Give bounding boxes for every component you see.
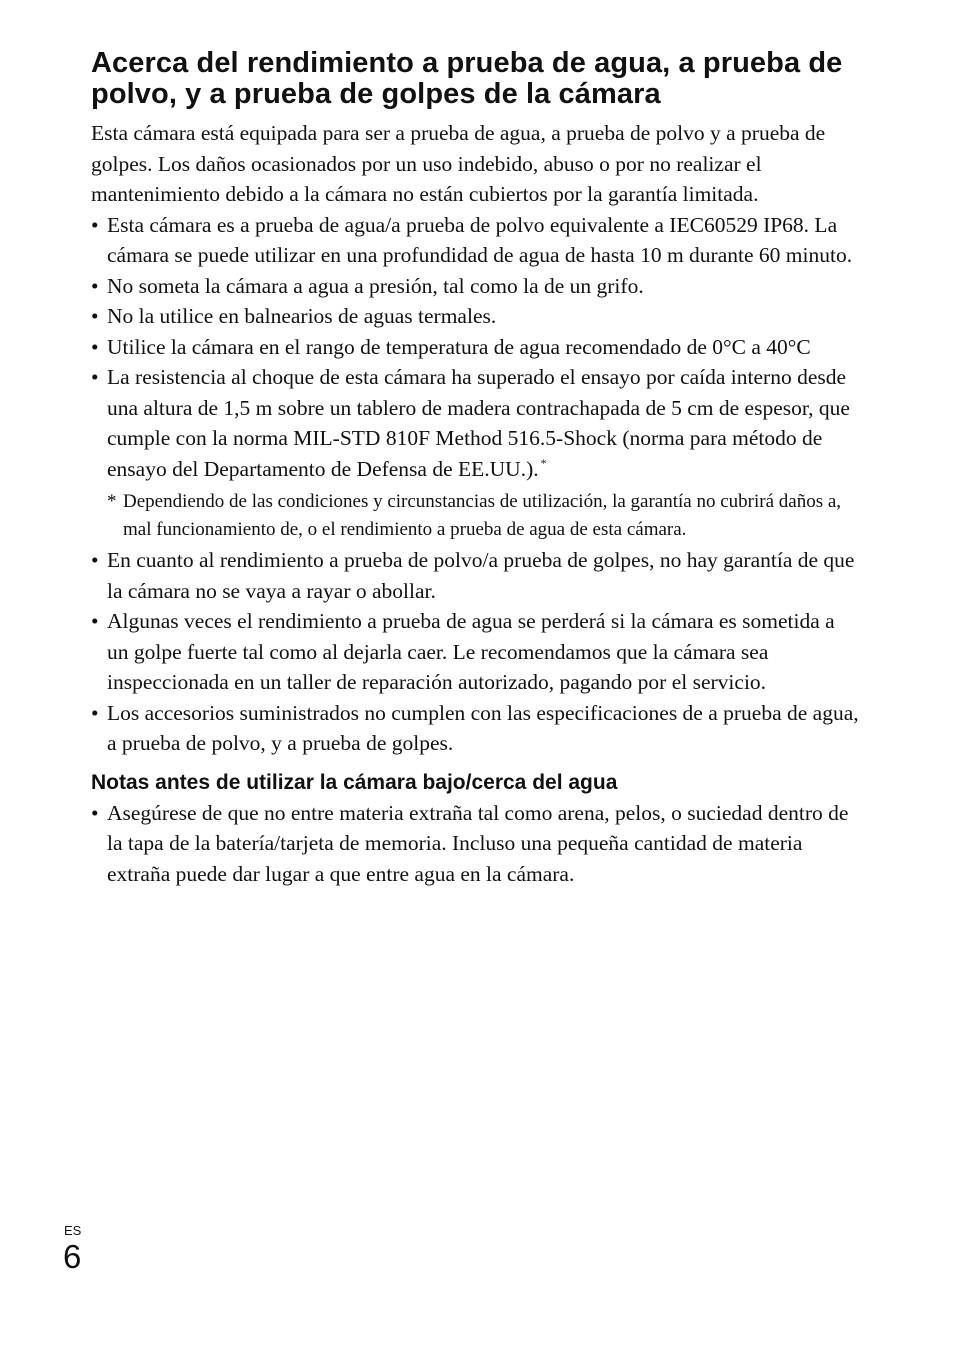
sub-bullet-list xyxy=(91,798,861,890)
bullet-marker: • xyxy=(91,304,99,328)
language-tag: ES xyxy=(64,1223,82,1238)
bullet-marker: • xyxy=(91,273,99,298)
list-item-text: La resistencia al choque de esta cámara ha superado el ensayo por caída interno desde una altura de 1,5 m sobre un tablero de madera contrachapada de 5 cm de espesor, que cumple con la norma MIL-STD 810F Method 516.5-Shock (norma para método de ensayo del Departamento de Defensa de EE.UU.). xyxy=(107,365,850,481)
bullet-list-continued xyxy=(91,545,861,759)
list-item xyxy=(91,210,861,271)
bullet-marker: • xyxy=(91,212,99,237)
footnote xyxy=(107,488,861,543)
bullet-marker: • xyxy=(91,365,99,389)
list-item-text: No la utilice en balnearios de aguas termales. xyxy=(107,304,497,328)
bullet-marker: • xyxy=(91,334,99,359)
bullet-marker: • xyxy=(91,548,99,572)
list-item-text: Utilice la cámara en el rango de temperatura de agua recomendado de 0°C a 40°C xyxy=(107,334,811,359)
list-item xyxy=(91,545,861,606)
list-item xyxy=(91,271,861,302)
bullet-marker: • xyxy=(91,800,99,825)
list-item-text: Los accesorios suministrados no cumplen con las especificaciones de a prueba de agua, a prueba de polvo, y a prueba de golpes. xyxy=(107,700,859,755)
intro-paragraph: Esta cámara está equipada para ser a prueba de agua, a prueba de polvo y a prueba de golpes. Los daños ocasionados por un uso indebido, abuso o por no realizar el mantenimiento debido a la cámara no están cubiertos por la garantía limitada. xyxy=(91,121,826,206)
footnote-reference: * xyxy=(540,455,547,470)
list-item xyxy=(91,606,861,698)
list-item xyxy=(91,798,861,890)
list-item-text: Asegúrese de que no entre materia extraña tal como arena, pelos, o suciedad dentro de la tapa de la batería/tarjeta de memoria. Incluso una pequeña cantidad de materia extraña puede dar lugar a que entre agua en la cámara. xyxy=(107,800,849,886)
page-content xyxy=(91,48,861,889)
page-title: Acerca del rendimiento a prueba de agua, a prueba de polvo, y a prueba de golpes de la cámara xyxy=(91,47,843,110)
bullet-marker: • xyxy=(91,609,99,633)
bullet-list xyxy=(91,210,861,485)
footnote-marker: * xyxy=(107,491,117,512)
list-item xyxy=(91,362,861,484)
list-item xyxy=(91,332,861,363)
bullet-marker: • xyxy=(91,700,99,725)
list-item-text: No someta la cámara a agua a presión, tal como la de un grifo. xyxy=(107,273,644,298)
list-item xyxy=(91,301,861,332)
section-subheading: Notas antes de utilizar la cámara bajo/cerca del agua xyxy=(91,770,618,794)
footnote-text: Dependiendo de las condiciones y circunstancias de utilización, la garantía no cubrirá daños a, mal funcionamiento de, o el rendimiento a prueba de agua de esta cámara. xyxy=(123,491,842,540)
list-item-text: Esta cámara es a prueba de agua/a prueba de polvo equivalente a IEC60529 IP68. La cámara se puede utilizar en una profundidad de agua de hasta 10 m durante 60 minuto. xyxy=(107,212,853,267)
list-item-text: Algunas veces el rendimiento a prueba de agua se perderá si la cámara es sometida a un golpe fuerte tal como al dejarla caer. Le recomendamos que la cámara sea inspeccionada en un taller de reparación autorizado, pagando por el servicio. xyxy=(107,609,835,694)
list-item-text: En cuanto al rendimiento a prueba de polvo/a prueba de golpes, no hay garantía de que la cámara no se vaya a rayar o abollar. xyxy=(107,548,855,603)
list-item xyxy=(91,698,861,759)
page-number: 6 xyxy=(63,1238,82,1275)
